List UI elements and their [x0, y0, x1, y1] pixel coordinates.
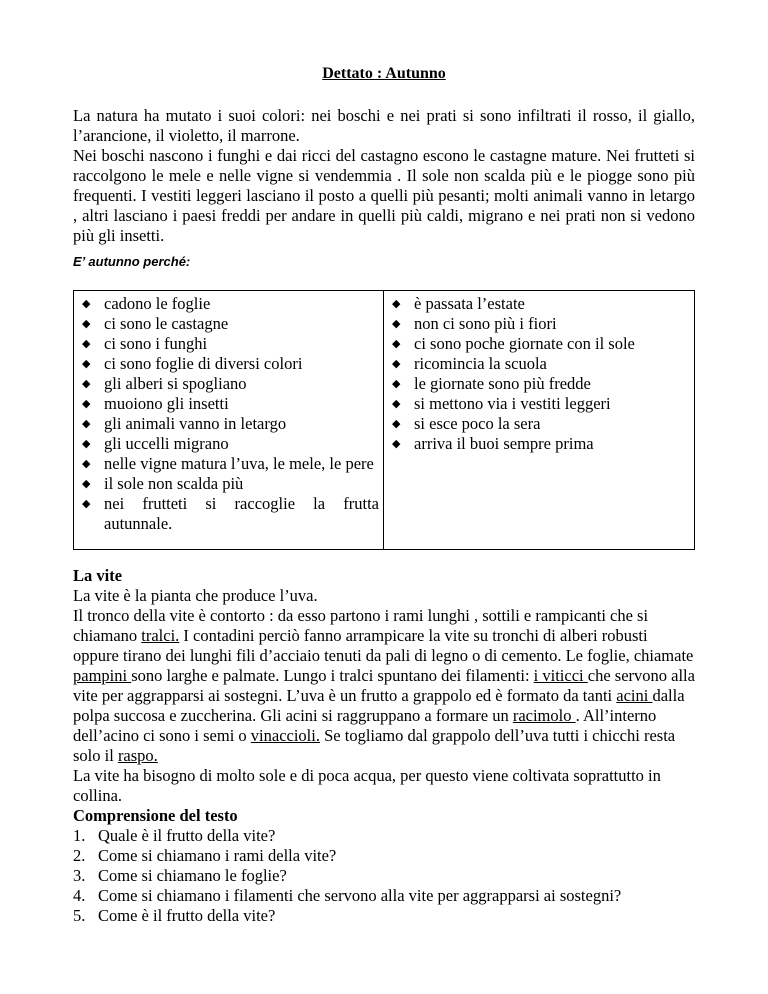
- diamond-bullet-icon: ◆: [392, 357, 401, 370]
- list-item-text: gli animali vanno in letargo: [104, 414, 287, 433]
- list-item-text: ci sono i funghi: [104, 334, 208, 353]
- diamond-bullet-icon: ◆: [392, 397, 401, 410]
- question-number: 4.: [73, 886, 86, 905]
- list-item: [74, 374, 383, 394]
- vite-line-1: La vite è la pianta che produce l’uva.: [73, 586, 318, 605]
- diamond-bullet-icon: ◆: [82, 497, 91, 510]
- question-text: Come è il frutto della vite?: [98, 906, 276, 925]
- vite-heading: La vite: [73, 566, 123, 585]
- list-item-text: nelle vigne matura l’uva, le mele, le pere: [104, 454, 374, 473]
- question-number: 3.: [73, 866, 86, 885]
- diamond-bullet-icon: ◆: [82, 377, 91, 390]
- question-text: Come si chiamano le foglie?: [98, 866, 287, 885]
- list-item-text: muoiono gli insetti: [104, 394, 229, 413]
- question-number: 5.: [73, 906, 86, 925]
- diamond-bullet-icon: ◆: [392, 317, 401, 330]
- list-item: [74, 354, 383, 374]
- list-item: [384, 394, 694, 414]
- list-item-text: ricomincia la scuola: [414, 354, 547, 373]
- list-item: [74, 334, 383, 354]
- question-item: [73, 906, 695, 926]
- list-item-text: si esce poco la sera: [414, 414, 541, 433]
- vite-paragraph: [73, 606, 695, 766]
- diamond-bullet-icon: ◆: [82, 317, 91, 330]
- diamond-bullet-icon: ◆: [82, 477, 91, 490]
- diamond-bullet-icon: ◆: [82, 297, 91, 310]
- reasons-left-list: [74, 294, 383, 534]
- term-acini: acini: [616, 686, 653, 705]
- comprehension-heading: Comprensione del testo: [73, 806, 238, 825]
- vite-text-4: che servono alla vite per aggrapparsi ai sostegni. L’uva è un frutto a grappolo ed è formato da tanti: [73, 666, 695, 705]
- question-item: [73, 886, 695, 906]
- term-tralci: tralci.: [141, 626, 180, 645]
- vite-text-6: . All’interno dell’acino ci sono i semi o: [73, 706, 657, 745]
- list-item-text: si mettono via i vestiti leggeri: [414, 394, 611, 413]
- diamond-bullet-icon: ◆: [82, 357, 91, 370]
- diamond-bullet-icon: ◆: [82, 457, 91, 470]
- list-item-text: il sole non scalda più: [104, 474, 244, 493]
- list-item: [384, 414, 694, 434]
- list-item-text: gli uccelli migrano: [104, 434, 229, 453]
- question-text: Come si chiamano i filamenti che servono alla vite per aggrapparsi ai sostegni?: [98, 886, 622, 905]
- list-item: [384, 314, 694, 334]
- diamond-bullet-icon: ◆: [392, 297, 401, 310]
- term-pampini: pampini: [73, 666, 132, 685]
- list-item-text: non ci sono più i fiori: [414, 314, 557, 333]
- list-item: [74, 474, 383, 494]
- diamond-bullet-icon: ◆: [392, 437, 401, 450]
- list-item-text: ci sono poche giornate con il sole: [414, 334, 635, 353]
- list-item-text: arriva il buoi sempre prima: [414, 434, 594, 453]
- diamond-bullet-icon: ◆: [82, 397, 91, 410]
- diamond-bullet-icon: ◆: [82, 437, 91, 450]
- list-item: [384, 434, 694, 454]
- list-item: [74, 454, 383, 474]
- list-item-text: ci sono le castagne: [104, 314, 229, 333]
- term-viticci: i viticci: [533, 666, 588, 685]
- intro-paragraph-2: Nei boschi nascono i funghi e dai ricci del castagno escono le castagne mature. Nei frutteti si raccolgono le mele e nelle vigne si vendemmia . Il sole non scalda più e le piogge sono più frequenti. I vestiti leggeri lasciano il posto a quelli più pesanti; molti animali vanno in letargo , altri lasciano i paesi freddi per andare in quelli più caldi, migrano e nei prati non si vedono più gli insetti.: [73, 146, 695, 245]
- list-item: [74, 314, 383, 334]
- intro-paragraph-1: La natura ha mutato i suoi colori: nei boschi e nei prati si sono infiltrati il rosso, il giallo, l’arancione, il violetto, il marrone.: [73, 106, 695, 145]
- vite-text-7: Se togliamo dal grappolo dell’uva tutti i chicchi resta solo il: [73, 726, 676, 765]
- diamond-bullet-icon: ◆: [392, 417, 401, 430]
- list-item: [384, 334, 694, 354]
- question-text: Come si chiamano i rami della vite?: [98, 846, 337, 865]
- list-item: [74, 414, 383, 434]
- diamond-bullet-icon: ◆: [82, 417, 91, 430]
- section-subheading: E’ autunno perché:: [73, 254, 191, 269]
- list-item-text: le giornate sono più fredde: [414, 374, 591, 393]
- diamond-bullet-icon: ◆: [392, 377, 401, 390]
- reasons-right-column: [384, 291, 694, 549]
- list-item: [74, 294, 383, 314]
- vite-text-5: dalla polpa succosa e zuccherina. Gli acini si raggruppano a formare un: [73, 686, 685, 725]
- question-text: Quale è il frutto della vite?: [98, 826, 276, 845]
- list-item: [384, 354, 694, 374]
- term-racimolo: racimolo: [512, 706, 576, 725]
- reasons-left-column: [74, 291, 384, 549]
- question-item: [73, 826, 695, 846]
- term-raspo: raspo.: [117, 746, 158, 765]
- question-number: 2.: [73, 846, 86, 865]
- term-vinaccioli: vinaccioli.: [250, 726, 320, 745]
- page-title: Dettato : Autunno: [322, 65, 446, 82]
- list-item-text: è passata l’estate: [414, 294, 525, 313]
- vite-section: [73, 566, 695, 926]
- reasons-right-list: [384, 294, 694, 454]
- vite-line-3: La vite ha bisogno di molto sole e di poca acqua, per questo viene coltivata soprattutto in collina.: [73, 766, 661, 805]
- list-item: [74, 434, 383, 454]
- diamond-bullet-icon: ◆: [82, 337, 91, 350]
- list-item-text: gli alberi si spogliano: [104, 374, 247, 393]
- intro-text: [73, 106, 695, 246]
- vite-text-1: Il tronco della vite è contorto : da esso partono i rami lunghi , sottili e rampicanti che si chiamano: [73, 606, 649, 645]
- question-number: 1.: [73, 826, 86, 845]
- diamond-bullet-icon: ◆: [392, 337, 401, 350]
- vite-text-3: sono larghe e palmate. Lungo i tralci spuntano dei filamenti:: [131, 666, 534, 685]
- vite-text-2: I contadini perciò fanno arrampicare la vite su tronchi di alberi robusti oppure tirano dei lunghi fili d’acciaio tenuti da pali di legno o di cemento. Le foglie, chiamate: [73, 626, 694, 665]
- list-item: [74, 394, 383, 414]
- list-item-text: ci sono foglie di diversi colori: [104, 354, 303, 373]
- list-item: [384, 294, 694, 314]
- question-item: [73, 866, 695, 886]
- list-item: [384, 374, 694, 394]
- list-item-text: cadono le foglie: [104, 294, 211, 313]
- reasons-table: [73, 290, 695, 550]
- comprehension-questions: [73, 826, 695, 926]
- question-item: [73, 846, 695, 866]
- list-item-text: nei frutteti si raccoglie la frutta autunnale.: [104, 494, 379, 533]
- list-item: [74, 494, 383, 534]
